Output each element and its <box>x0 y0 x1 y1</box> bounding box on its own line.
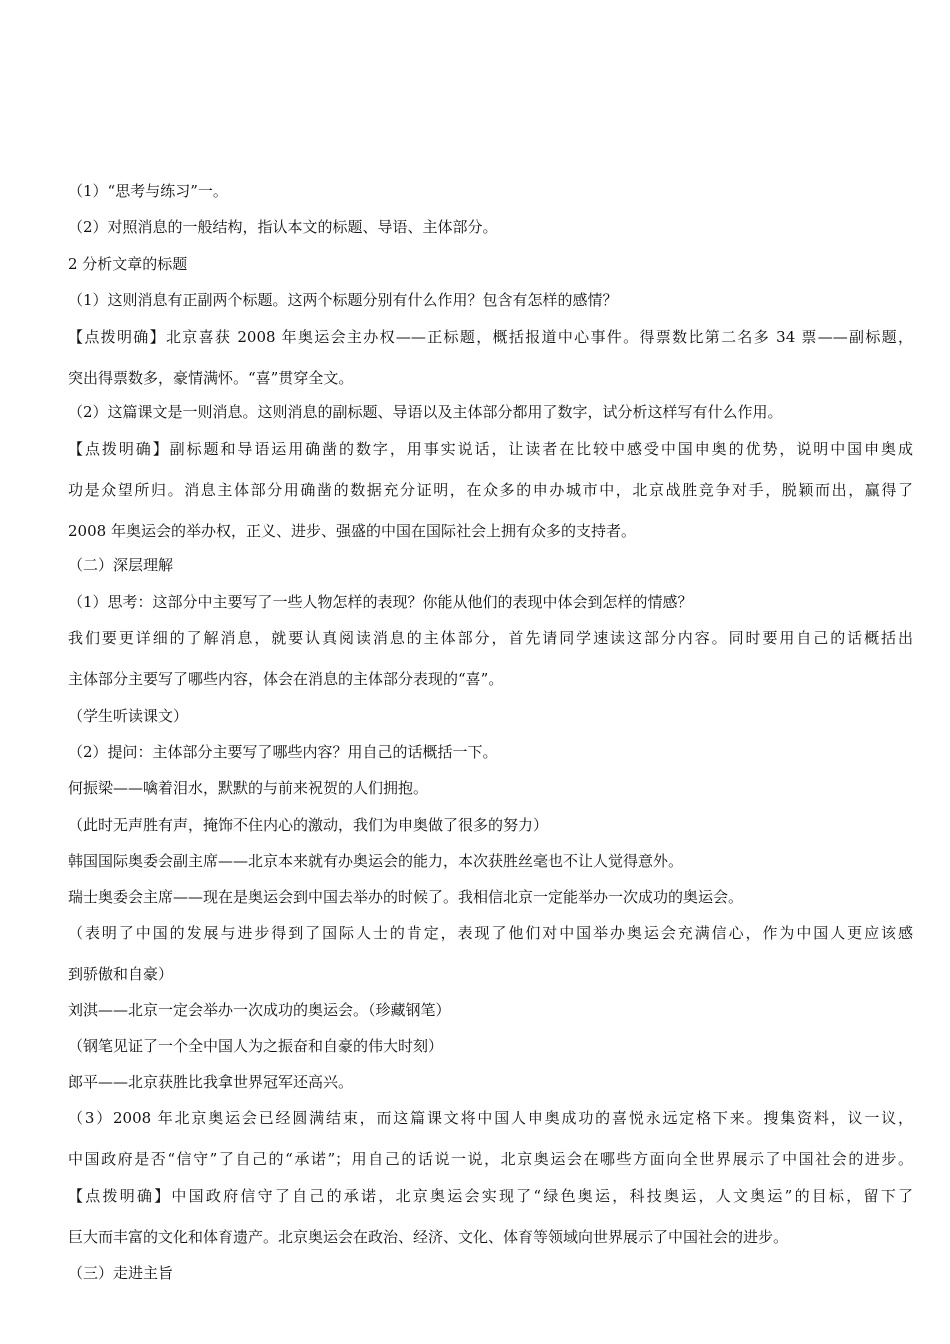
text-line: 到骄傲和自豪） <box>68 965 174 983</box>
text-line: （1）“思考与练习”一。 <box>68 182 228 200</box>
text-line: （二）深层理解 <box>68 556 174 574</box>
text-line: 刘淇——北京一定会举办一次成功的奥运会。（珍藏钢笔） <box>68 1001 451 1019</box>
text-line: 2008 年奥运会的举办权，正义、进步、强盛的中国在国际社会上拥有众多的支持者。 <box>68 522 636 540</box>
text-line: 韩国国际奥委会副主席——北京本来就有办奥运会的能力，本次获胜丝毫也不让人觉得意外。 <box>68 852 684 870</box>
text-line: 瑞士奥委会主席——现在是奥运会到中国去举办的时候了。我相信北京一定能举办一次成功的奥运会。 <box>68 888 744 906</box>
text-line: 【点拨明确】副标题和导语运用确凿的数字，用事实说话，让读者在比较中感受中国申奥的优势，说明中国申奥成 <box>68 440 913 458</box>
text-line: （表明了中国的发展与进步得到了国际人士的肯定，表现了他们对中国举办奥运会充满信心，作为中国人更应该感 <box>68 924 913 942</box>
text-line: （三）走进主旨 <box>68 1264 174 1282</box>
text-line: 中国政府是否“信守”了自己的“承诺”；用自己的话说一说，北京奥运会在哪些方面向全世界展示了中国社会的进步。 <box>68 1150 913 1168</box>
text-line: 我们要更详细的了解消息，就要认真阅读消息的主体部分，首先请同学速读这部分内容。同时要用自己的话概括出 <box>68 629 913 647</box>
text-line: （2）提问：主体部分主要写了哪些内容？用自己的话概括一下。 <box>68 743 498 761</box>
text-line: 突出得票数多，豪情满怀。“喜”贯穿全文。 <box>68 369 354 387</box>
text-line: （3）2008 年北京奥运会已经圆满结束，而这篇课文将中国人申奥成功的喜悦永远定格下来。搜集资料，议一议， <box>68 1109 913 1127</box>
text-line: （此时无声胜有声，掩饰不住内心的激动，我们为申奥做了很多的努力） <box>68 816 549 834</box>
text-line: 巨大而丰富的文化和体育遗产。北京奥运会在政治、经济、文化、体育等领域向世界展示了中国社会的进步。 <box>68 1228 789 1246</box>
text-line: （1）思考：这部分中主要写了一些人物怎样的表现？你能从他们的表现中体会到怎样的情感？ <box>68 593 693 611</box>
text-line: 2 分析文章的标题 <box>68 255 188 273</box>
text-line: 郎平——北京获胜比我拿世界冠军还高兴。 <box>68 1073 354 1091</box>
text-line: （2）对照消息的一般结构，指认本文的标题、导语、主体部分。 <box>68 218 498 236</box>
text-line: （2）这篇课文是一则消息。这则消息的副标题、导语以及主体部分都用了数字，试分析这样写有什么作用。 <box>68 403 783 421</box>
text-line: 【点拨明确】中国政府信守了自己的承诺，北京奥运会实现了“绿色奥运，科技奥运，人文奥运”的目标，留下了 <box>68 1187 913 1205</box>
text-line: 主体部分主要写了哪些内容，体会在消息的主体部分表现的“喜”。 <box>68 670 504 688</box>
text-line: 何振梁——噙着泪水，默默的与前来祝贺的人们拥抱。 <box>68 779 429 797</box>
text-line: 功是众望所归。消息主体部分用确凿的数据充分证明，在众多的申办城市中，北京战胜竞争对手，脱颖而出，赢得了 <box>68 481 913 499</box>
text-line: 【点拨明确】北京喜获 2008 年奥运会主办权——正标题，概括报道中心事件。得票数比第二名多 34 票——副标题， <box>68 328 913 346</box>
text-line: （1）这则消息有正副两个标题。这两个标题分别有什么作用？包含有怎样的感情？ <box>68 291 618 309</box>
text-line: （学生听读课文） <box>68 707 189 725</box>
text-line: （钢笔见证了一个全中国人为之振奋和自豪的伟大时刻） <box>68 1037 444 1055</box>
